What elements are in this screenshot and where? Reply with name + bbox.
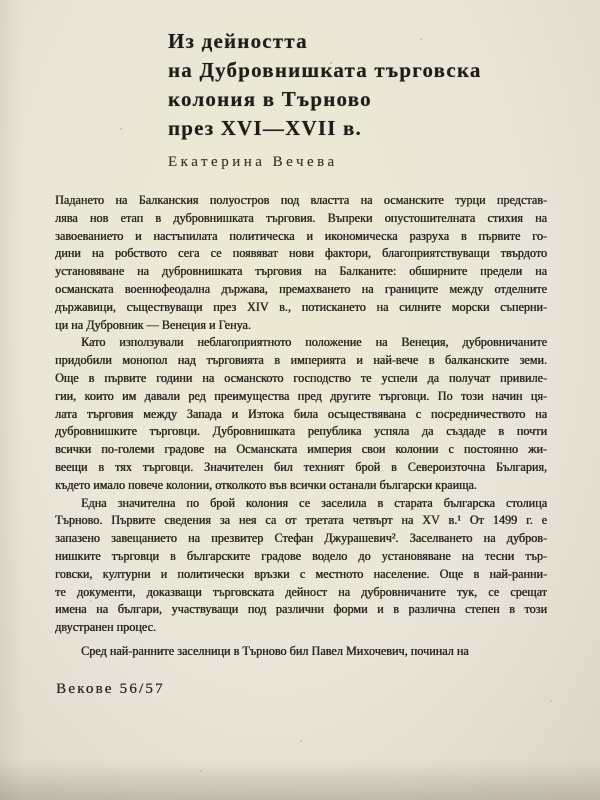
paragraph xyxy=(55,643,547,661)
journal-footer: Векове 56/57 xyxy=(56,681,165,697)
text-line: установяване на дубровнишката търговия на Балканите: обширните предели на xyxy=(55,264,547,279)
text-line: нишките търговци в българските градове водело до установяване на тесни тър- xyxy=(55,548,547,563)
text-line: имена на българи, участвуващи под различни форми и в различна степен в този xyxy=(55,602,547,617)
text-line: придобили монопол над търговията в империята и най-вече в балканските земи. xyxy=(55,353,547,368)
author-name: Екатерина Вечева xyxy=(168,154,338,170)
text-line: всички по-големи градове на Османската империя свои колонии с постоянно жи- xyxy=(55,442,547,457)
text-line: завоеванието и настъпилата политическа и икономическа разруха в първите го- xyxy=(55,228,547,243)
article-title-line: Из дейността xyxy=(168,29,308,53)
article-body xyxy=(55,192,547,661)
text-line: Още в първите години на османското господство те успели да получат привиле- xyxy=(55,370,547,385)
text-line: Сред най-ранните заселници в Търново бил Павел Михочевич, починал на xyxy=(81,643,469,658)
article-title-line: колония в Търново xyxy=(168,87,372,111)
article-title-line: на Дубровнишката търговска xyxy=(168,58,482,82)
text-line: гии, които им давали ред преимущества пред другите търговци. По този начин ця- xyxy=(55,388,547,403)
text-line: ци на Дубровник — Венеция и Генуа. xyxy=(55,317,251,332)
text-line: Търново. Първите сведения за нея са от третата четвърт на XV в.¹ От 1499 г. е xyxy=(55,513,547,528)
scan-noise-speckles xyxy=(0,0,2,2)
text-line: веещи в тях търговци. Значителен бил техният брой в Североизточна България, xyxy=(55,459,547,474)
text-line: Една значителна по брой колония се заселила в старата българска столица xyxy=(81,495,547,510)
text-line: запазено завещанието на презвитер Стефан Джурашевич². Заселването на дубров- xyxy=(55,531,547,546)
text-line: държавици, съществуващи през XIV в., потискането на силните морски съперни- xyxy=(55,299,547,314)
paragraph xyxy=(55,495,547,637)
text-line: Като използували неблагоприятното положение на Венеция, дубровничаните xyxy=(81,335,547,350)
text-line: говски, културни и политически връзки с местното население. Още в най-ранни- xyxy=(55,566,547,581)
article-title-line: през XVI—XVII в. xyxy=(168,116,363,140)
text-line: те документи, доказващи търговската дейност на дубровничаните тук, се срещат xyxy=(55,584,547,599)
paragraph xyxy=(55,334,547,494)
article-header xyxy=(168,27,482,172)
text-line: Падането на Балканския полуостров под властта на османските турци представ- xyxy=(55,193,547,207)
paragraph xyxy=(55,192,547,334)
text-line: османската военнофеодална държава, премахването на границите между отделните xyxy=(55,281,547,296)
text-line: лата търговия между Запада и Изтока била осъществявана с посредничеството на xyxy=(55,406,547,421)
text-line: двустранен процес. xyxy=(55,620,156,635)
text-line: лява нов етап в дубровнишката търговия. Въпреки опустошителната стихия на xyxy=(55,210,547,225)
text-line: където имало повече колонии, отколкото във всички останали български краища. xyxy=(55,477,477,492)
text-line: дини на робството сега се появяват нови фактори, благоприятствуващи твърдото xyxy=(55,246,547,261)
text-line: дубровнишките търговци. Дубровнишката република успяла да създаде в почти xyxy=(55,424,547,439)
